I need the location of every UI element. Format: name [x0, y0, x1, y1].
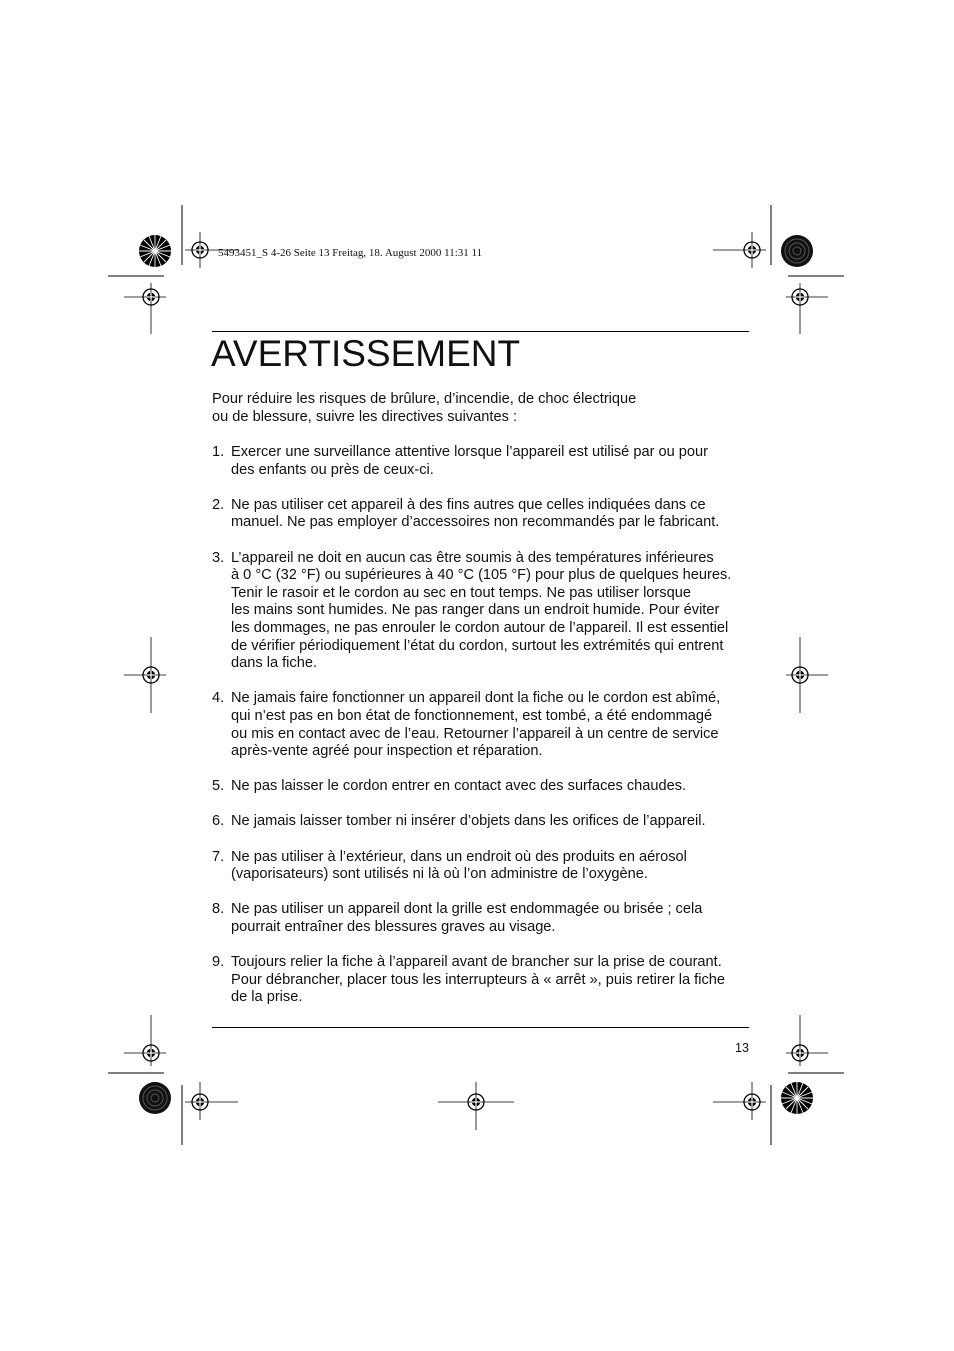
- list-item: [212, 444, 752, 479]
- item-line: Exercer une surveillance attentive lorsque l’appareil est utilisé par ou pour: [231, 444, 708, 460]
- page-number: 13: [735, 1041, 749, 1055]
- item-line: les dommages, ne pas enrouler le cordon autour de l’appareil. Il est essentiel: [231, 619, 729, 636]
- intro-line: Pour réduire les risques de brûlure, d’incendie, de choc électrique: [212, 391, 637, 407]
- intro-paragraph: [212, 391, 752, 426]
- item-line: Ne pas utiliser cet appareil à des fins autres que celles indiquées dans ce: [231, 496, 706, 513]
- item-line: ou mis en contact avec de l’eau. Retourner l’appareil à un centre de service: [231, 725, 719, 742]
- list-item: [212, 550, 752, 673]
- item-number: 4.: [212, 690, 225, 707]
- item-line: à 0 °C (32 °F) ou supérieures à 40 °C (105 °F) pour plus de quelques heures.: [231, 567, 732, 584]
- print-header-note: 5493451_S 4-26 Seite 13 Freitag, 18. August 2000 11:31 11: [218, 247, 483, 259]
- item-line: L’appareil ne doit en aucun cas être soumis à des températures inférieures: [231, 549, 714, 566]
- list-item: [212, 954, 752, 1007]
- item-line: Ne jamais faire fonctionner un appareil dont la fiche ou le cordon est abîmé,: [231, 690, 721, 707]
- star-target-icon: [781, 1082, 813, 1114]
- item-line: manuel. Ne pas employer d’accessoires non recommandés par le fabricant.: [231, 514, 720, 531]
- item-number: 2.: [212, 496, 225, 513]
- intro-line: ou de blessure, suivre les directives suivantes :: [212, 408, 517, 425]
- item-line: de vérifier périodiquement l’état du cordon, surtout les extrémités qui entrent: [231, 637, 724, 654]
- item-number: 9.: [212, 954, 225, 971]
- star-target-icon: [139, 235, 171, 267]
- item-number: 7.: [212, 848, 225, 865]
- item-line: Ne jamais laisser tomber ni insérer d’objets dans les orifices de l’appareil.: [231, 813, 706, 830]
- item-line: Ne pas laisser le cordon entrer en contact avec des surfaces chaudes.: [231, 778, 687, 795]
- item-number: 3.: [212, 549, 225, 566]
- list-item: [212, 813, 752, 831]
- bottom-rule: [212, 1027, 749, 1028]
- item-number: 5.: [212, 778, 225, 795]
- item-number: 1.: [212, 444, 225, 460]
- list-item: [212, 497, 752, 532]
- warning-list: [212, 444, 752, 1007]
- dark-target-icon: [781, 235, 813, 267]
- item-line: après-vente agréé pour inspection et réparation.: [231, 743, 543, 760]
- list-item: [212, 690, 752, 760]
- item-line: qui n’est pas en bon état de fonctionnement, est tombé, a été endommagé: [231, 707, 713, 724]
- item-number: 6.: [212, 813, 225, 830]
- item-line: de la prise.: [231, 989, 303, 1006]
- item-line: Ne pas utiliser à l’extérieur, dans un endroit où des produits en aérosol: [231, 848, 687, 865]
- list-item: [212, 778, 752, 796]
- item-line: Pour débrancher, placer tous les interrupteurs à « arrêt », puis retirer la fiche: [231, 971, 726, 988]
- item-line: dans la fiche.: [231, 655, 317, 672]
- item-line: Toujours relier la fiche à l’appareil avant de brancher sur la prise de courant.: [231, 954, 722, 971]
- list-item: [212, 849, 752, 884]
- item-number: 8.: [212, 901, 225, 918]
- item-line: les mains sont humides. Ne pas ranger dans un endroit humide. Pour éviter: [231, 602, 720, 619]
- item-line: des enfants ou près de ceux-ci.: [231, 461, 434, 478]
- item-line: Ne pas utiliser un appareil dont la grille est endommagée ou brisée ; cela: [231, 901, 703, 918]
- dark-target-icon: [139, 1082, 171, 1114]
- page-title: AVERTISSEMENT: [211, 333, 521, 374]
- item-line: (vaporisateurs) sont utilisés ni là où l’on administre de l’oxygène.: [231, 866, 648, 883]
- item-line: Tenir le rasoir et le cordon au sec en tout temps. Ne pas utiliser lorsque: [231, 584, 691, 601]
- list-item: [212, 901, 752, 936]
- item-line: pourrait entraîner des blessures graves au visage.: [231, 919, 556, 936]
